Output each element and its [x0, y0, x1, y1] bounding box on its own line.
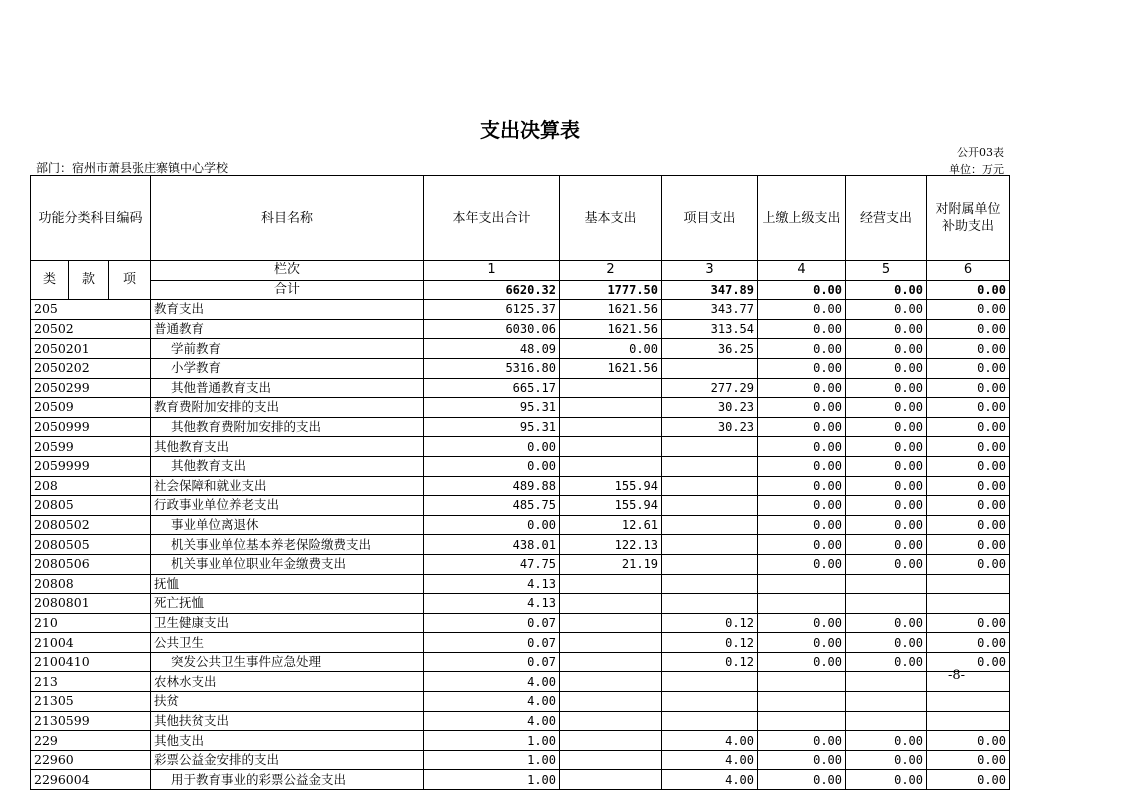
row-value: 0.00 [846, 554, 927, 574]
row-value: 0.12 [662, 633, 758, 653]
row-name: 小学教育 [151, 358, 424, 378]
total-value: 0.00 [927, 280, 1010, 300]
row-value: 0.00 [927, 339, 1010, 359]
row-value: 4.00 [424, 672, 560, 692]
total-row [31, 280, 1010, 300]
row-name: 用于教育事业的彩票公益金支出 [151, 770, 424, 790]
row-value: 12.61 [560, 515, 662, 535]
row-name: 死亡抚恤 [151, 594, 424, 614]
page-title: 支出决算表 [480, 118, 580, 142]
header-basic: 基本支出 [560, 176, 662, 261]
table-row [31, 339, 1010, 359]
row-value: 4.00 [424, 711, 560, 731]
row-value: 6125.37 [424, 300, 560, 320]
row-name: 教育支出 [151, 300, 424, 320]
row-value: 0.00 [846, 319, 927, 339]
row-value [560, 633, 662, 653]
row-value: 5316.80 [424, 358, 560, 378]
row-name: 其他扶贫支出 [151, 711, 424, 731]
row-value: 0.00 [846, 652, 927, 672]
row-value: 0.00 [846, 770, 927, 790]
page-number: -8- [948, 668, 966, 683]
row-value [758, 711, 846, 731]
row-value: 277.29 [662, 378, 758, 398]
unit-label: 单位：万元 [949, 163, 1004, 176]
row-value: 0.00 [846, 750, 927, 770]
row-value [662, 594, 758, 614]
row-value: 0.00 [846, 378, 927, 398]
expenditure-table [30, 175, 1010, 790]
row-value: 0.00 [758, 398, 846, 418]
row-value: 4.13 [424, 594, 560, 614]
row-value: 1621.56 [560, 300, 662, 320]
row-value: 0.12 [662, 652, 758, 672]
row-code: 20599 [31, 437, 151, 457]
row-value: 0.00 [758, 750, 846, 770]
row-value: 155.94 [560, 476, 662, 496]
row-code: 22960 [31, 750, 151, 770]
header-upper: 上缴上级支出 [758, 176, 846, 261]
row-value: 4.00 [662, 770, 758, 790]
row-code: 2050299 [31, 378, 151, 398]
row-name: 机关事业单位基本养老保险缴费支出 [151, 535, 424, 555]
row-value: 0.00 [758, 515, 846, 535]
row-code: 2059999 [31, 456, 151, 476]
row-name: 农林水支出 [151, 672, 424, 692]
row-value [927, 692, 1010, 712]
table-row [31, 398, 1010, 418]
row-value [846, 672, 927, 692]
row-value [662, 476, 758, 496]
row-value: 438.01 [424, 535, 560, 555]
row-value [560, 692, 662, 712]
row-value: 0.00 [927, 476, 1010, 496]
row-value: 0.00 [927, 770, 1010, 790]
row-value: 4.00 [662, 731, 758, 751]
row-value: 0.00 [927, 613, 1010, 633]
row-name: 社会保障和就业支出 [151, 476, 424, 496]
row-name: 其他教育支出 [151, 437, 424, 457]
row-value: 0.00 [758, 496, 846, 516]
row-value [846, 692, 927, 712]
table-row [31, 476, 1010, 496]
table-row [31, 613, 1010, 633]
row-value: 0.00 [846, 358, 927, 378]
col-index-3: 3 [662, 261, 758, 281]
row-code: 21004 [31, 633, 151, 653]
table-row [31, 456, 1010, 476]
row-value: 0.00 [846, 437, 927, 457]
row-code: 229 [31, 731, 151, 751]
row-value: 0.00 [424, 456, 560, 476]
row-value: 665.17 [424, 378, 560, 398]
table-row [31, 358, 1010, 378]
row-value: 0.00 [846, 613, 927, 633]
row-value: 0.00 [424, 437, 560, 457]
row-name: 卫生健康支出 [151, 613, 424, 633]
row-value: 0.00 [846, 476, 927, 496]
row-value: 1621.56 [560, 358, 662, 378]
row-value: 1.00 [424, 770, 560, 790]
row-value: 0.00 [927, 731, 1010, 751]
row-value [927, 711, 1010, 731]
row-name: 彩票公益金安排的支出 [151, 750, 424, 770]
row-value: 0.00 [846, 417, 927, 437]
col-index-4: 4 [758, 261, 846, 281]
row-value [846, 594, 927, 614]
row-code: 21305 [31, 692, 151, 712]
header-total: 本年支出合计 [424, 176, 560, 261]
row-value [927, 672, 1010, 692]
row-value: 122.13 [560, 535, 662, 555]
col-index-2: 2 [560, 261, 662, 281]
row-value [758, 692, 846, 712]
row-code: 2080502 [31, 515, 151, 535]
total-value: 0.00 [846, 280, 927, 300]
row-code: 2050201 [31, 339, 151, 359]
column-index-row [31, 261, 1010, 281]
row-value: 0.12 [662, 613, 758, 633]
table-row [31, 300, 1010, 320]
row-value: 0.00 [758, 378, 846, 398]
row-value: 0.00 [758, 358, 846, 378]
row-value: 0.00 [758, 554, 846, 574]
header-subsidy: 对附属单位补助支出 [927, 176, 1010, 261]
row-code: 2100410 [31, 652, 151, 672]
row-value [846, 711, 927, 731]
table-row [31, 378, 1010, 398]
row-value: 0.00 [758, 633, 846, 653]
row-value: 0.00 [758, 417, 846, 437]
row-value: 0.00 [758, 300, 846, 320]
row-name: 行政事业单位养老支出 [151, 496, 424, 516]
row-value: 47.75 [424, 554, 560, 574]
total-value: 1777.50 [560, 280, 662, 300]
row-code: 2050999 [31, 417, 151, 437]
table-row [31, 770, 1010, 790]
row-value [662, 554, 758, 574]
row-value [662, 574, 758, 594]
row-value [662, 456, 758, 476]
table-row [31, 672, 1010, 692]
row-value [662, 515, 758, 535]
row-value: 0.00 [560, 339, 662, 359]
row-code: 2080506 [31, 554, 151, 574]
row-value: 0.00 [758, 476, 846, 496]
row-value: 0.07 [424, 652, 560, 672]
row-value: 0.00 [846, 515, 927, 535]
header-row [31, 176, 1010, 261]
col-index-6: 6 [927, 261, 1010, 281]
row-value: 0.00 [846, 633, 927, 653]
row-value: 485.75 [424, 496, 560, 516]
header-code: 功能分类科目编码 [31, 176, 151, 261]
table-row [31, 633, 1010, 653]
row-value [758, 594, 846, 614]
row-value: 0.00 [927, 417, 1010, 437]
table-row [31, 750, 1010, 770]
row-value: 0.00 [927, 496, 1010, 516]
row-value: 0.00 [758, 437, 846, 457]
row-code: 20808 [31, 574, 151, 594]
row-value: 0.00 [846, 456, 927, 476]
header-xiang: 项 [109, 261, 151, 300]
row-code: 213 [31, 672, 151, 692]
row-value: 30.23 [662, 417, 758, 437]
row-value [560, 731, 662, 751]
row-value [560, 437, 662, 457]
row-value: 4.00 [424, 692, 560, 712]
row-value: 0.00 [846, 496, 927, 516]
row-value [560, 378, 662, 398]
row-value: 0.00 [846, 535, 927, 555]
row-value: 95.31 [424, 417, 560, 437]
row-value [662, 535, 758, 555]
row-name: 抚恤 [151, 574, 424, 594]
row-value: 1.00 [424, 731, 560, 751]
row-value: 0.00 [927, 554, 1010, 574]
form-number: 公开03表 [957, 146, 1004, 159]
row-value [927, 574, 1010, 594]
row-value: 0.00 [846, 398, 927, 418]
row-name: 其他支出 [151, 731, 424, 751]
table-row [31, 594, 1010, 614]
row-code: 2080505 [31, 535, 151, 555]
row-value [560, 711, 662, 731]
table-row [31, 319, 1010, 339]
row-value [662, 437, 758, 457]
row-value: 48.09 [424, 339, 560, 359]
table-row [31, 535, 1010, 555]
row-code: 20502 [31, 319, 151, 339]
row-value [560, 594, 662, 614]
row-value: 30.23 [662, 398, 758, 418]
row-value: 1621.56 [560, 319, 662, 339]
row-value [846, 574, 927, 594]
row-value: 1.00 [424, 750, 560, 770]
row-value [560, 613, 662, 633]
row-value: 36.25 [662, 339, 758, 359]
row-code: 205 [31, 300, 151, 320]
row-value [758, 574, 846, 594]
header-business: 经营支出 [846, 176, 927, 261]
row-value: 0.00 [927, 437, 1010, 457]
row-code: 210 [31, 613, 151, 633]
department-label: 部门：宿州市萧县张庄寨镇中心学校 [36, 161, 229, 175]
header-lanci: 栏次 [151, 261, 424, 281]
header-project: 项目支出 [662, 176, 758, 261]
row-value: 0.00 [846, 339, 927, 359]
row-value: 343.77 [662, 300, 758, 320]
row-code: 2080801 [31, 594, 151, 614]
row-value [758, 672, 846, 692]
row-value: 0.00 [846, 731, 927, 751]
table-row [31, 437, 1010, 457]
row-name: 其他教育费附加安排的支出 [151, 417, 424, 437]
row-name: 学前教育 [151, 339, 424, 359]
row-value: 0.00 [927, 515, 1010, 535]
row-value: 4.13 [424, 574, 560, 594]
row-value: 0.00 [927, 633, 1010, 653]
table-row [31, 711, 1010, 731]
row-value: 0.00 [927, 300, 1010, 320]
row-value [560, 417, 662, 437]
row-value: 4.00 [662, 750, 758, 770]
row-value [560, 398, 662, 418]
row-value: 0.00 [758, 339, 846, 359]
row-value: 0.00 [758, 535, 846, 555]
row-value [662, 692, 758, 712]
row-value: 0.00 [927, 535, 1010, 555]
table-row [31, 554, 1010, 574]
table-row [31, 731, 1010, 751]
col-index-5: 5 [846, 261, 927, 281]
row-name: 扶贫 [151, 692, 424, 712]
row-value: 489.88 [424, 476, 560, 496]
table-row [31, 652, 1010, 672]
row-value: 95.31 [424, 398, 560, 418]
row-value: 0.00 [927, 319, 1010, 339]
row-name: 突发公共卫生事件应急处理 [151, 652, 424, 672]
row-value [560, 770, 662, 790]
total-value: 0.00 [758, 280, 846, 300]
row-name: 普通教育 [151, 319, 424, 339]
row-code: 2296004 [31, 770, 151, 790]
row-name: 其他普通教育支出 [151, 378, 424, 398]
row-value: 0.00 [758, 652, 846, 672]
row-value [927, 594, 1010, 614]
table-row [31, 417, 1010, 437]
col-index-1: 1 [424, 261, 560, 281]
row-value: 155.94 [560, 496, 662, 516]
row-value: 0.00 [758, 613, 846, 633]
table-row [31, 692, 1010, 712]
row-value: 0.00 [424, 515, 560, 535]
row-value: 6030.06 [424, 319, 560, 339]
row-value: 0.00 [927, 378, 1010, 398]
row-value [560, 456, 662, 476]
total-value: 6620.32 [424, 280, 560, 300]
row-value [560, 672, 662, 692]
row-value: 0.00 [758, 456, 846, 476]
row-value: 0.00 [927, 398, 1010, 418]
row-value [662, 711, 758, 731]
row-code: 2130599 [31, 711, 151, 731]
table-row [31, 574, 1010, 594]
row-value [560, 652, 662, 672]
table-row [31, 496, 1010, 516]
row-value [560, 750, 662, 770]
table-row [31, 515, 1010, 535]
row-value [662, 496, 758, 516]
row-value: 313.54 [662, 319, 758, 339]
row-value: 0.00 [758, 770, 846, 790]
row-value: 0.00 [758, 731, 846, 751]
row-name: 机关事业单位职业年金缴费支出 [151, 554, 424, 574]
row-value: 0.00 [846, 300, 927, 320]
row-value: 0.00 [927, 750, 1010, 770]
header-name: 科目名称 [151, 176, 424, 261]
total-value: 347.89 [662, 280, 758, 300]
row-value [560, 574, 662, 594]
row-name: 教育费附加安排的支出 [151, 398, 424, 418]
row-value: 0.00 [927, 358, 1010, 378]
row-value: 0.00 [758, 319, 846, 339]
row-value: 0.07 [424, 613, 560, 633]
row-value: 0.00 [927, 456, 1010, 476]
row-value: 21.19 [560, 554, 662, 574]
row-value: 0.07 [424, 633, 560, 653]
row-code: 20509 [31, 398, 151, 418]
row-code: 2050202 [31, 358, 151, 378]
row-code: 208 [31, 476, 151, 496]
row-name: 公共卫生 [151, 633, 424, 653]
row-code: 20805 [31, 496, 151, 516]
total-label: 合计 [151, 280, 424, 300]
row-value [662, 672, 758, 692]
header-kuan: 款 [69, 261, 109, 300]
header-lei: 类 [31, 261, 69, 300]
row-name: 事业单位离退休 [151, 515, 424, 535]
row-name: 其他教育支出 [151, 456, 424, 476]
row-value: 0.00 [927, 652, 1010, 672]
row-value [662, 358, 758, 378]
